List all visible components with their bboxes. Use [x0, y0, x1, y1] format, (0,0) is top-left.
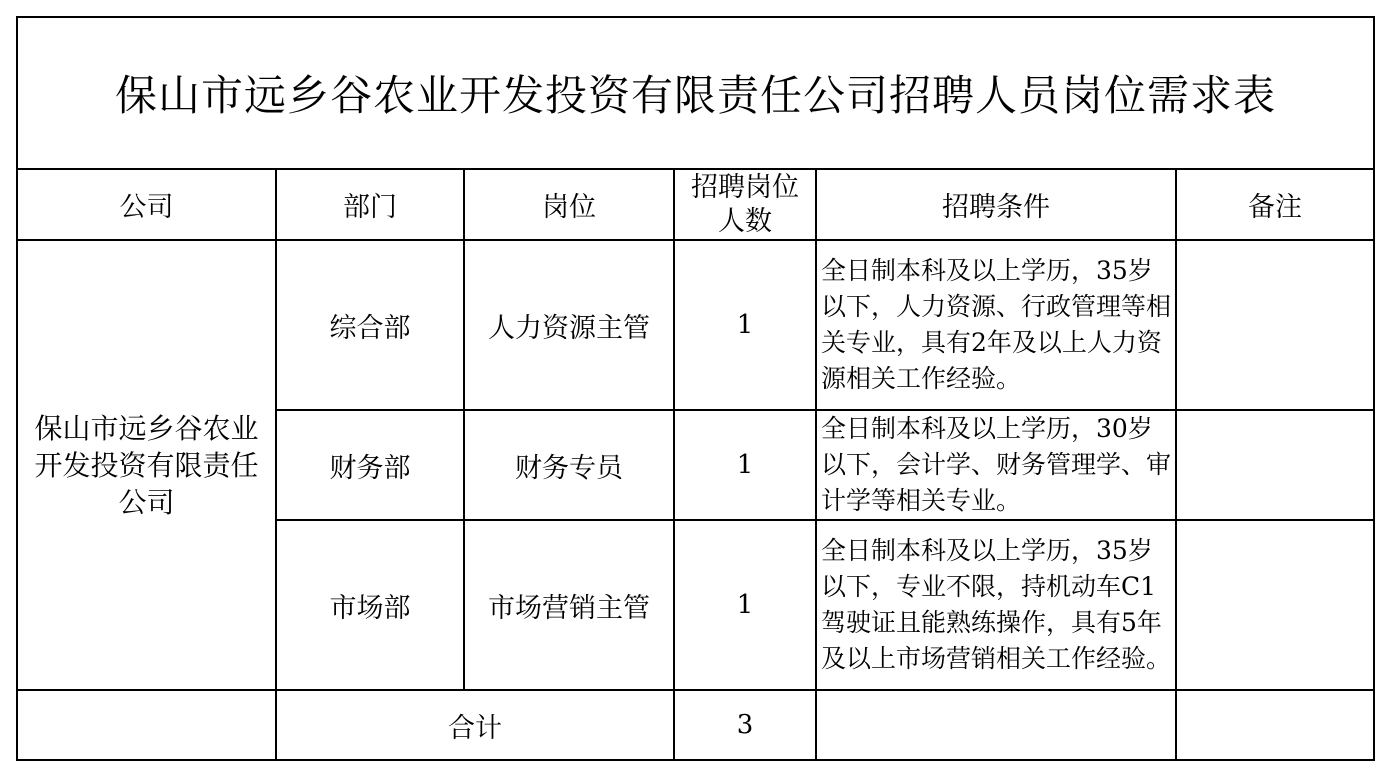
notes-cell: [1176, 520, 1374, 690]
position-cell: 财务专员: [464, 410, 674, 520]
header-count: 招聘岗位人数: [674, 169, 816, 240]
total-count: 3: [674, 690, 816, 760]
count-cell: 1: [674, 240, 816, 410]
table-title: 保山市远乡谷农业开发投资有限责任公司招聘人员岗位需求表: [17, 17, 1374, 169]
total-label: 合计: [276, 690, 674, 760]
header-requirements: 招聘条件: [816, 169, 1176, 240]
total-notes-cell: [1176, 690, 1374, 760]
header-position: 岗位: [464, 169, 674, 240]
total-empty-cell: [17, 690, 276, 760]
company-name: 保山市远乡谷农业开发投资有限责任公司: [17, 240, 276, 690]
department-cell: 市场部: [276, 520, 464, 690]
department-cell: 综合部: [276, 240, 464, 410]
position-cell: 人力资源主管: [464, 240, 674, 410]
recruitment-table: [16, 16, 1375, 761]
department-cell: 财务部: [276, 410, 464, 520]
requirements-cell: 全日制本科及以上学历，30岁以下，会计学、财务管理学、审计学等相关专业。: [816, 410, 1176, 520]
total-row: [17, 690, 1374, 760]
header-company: 公司: [17, 169, 276, 240]
count-cell: 1: [674, 410, 816, 520]
position-cell: 市场营销主管: [464, 520, 674, 690]
header-row: [17, 169, 1374, 240]
count-cell: 1: [674, 520, 816, 690]
header-notes: 备注: [1176, 169, 1374, 240]
table-row: [17, 240, 1374, 410]
header-department: 部门: [276, 169, 464, 240]
requirements-cell: 全日制本科及以上学历，35岁以下，专业不限，持机动车C1驾驶证且能熟练操作，具有5年及以上市场营销相关工作经验。: [816, 520, 1176, 690]
requirements-cell: 全日制本科及以上学历，35岁以下，人力资源、行政管理等相关专业，具有2年及以上人力资源相关工作经验。: [816, 240, 1176, 410]
notes-cell: [1176, 410, 1374, 520]
total-requirements-cell: [816, 690, 1176, 760]
notes-cell: [1176, 240, 1374, 410]
